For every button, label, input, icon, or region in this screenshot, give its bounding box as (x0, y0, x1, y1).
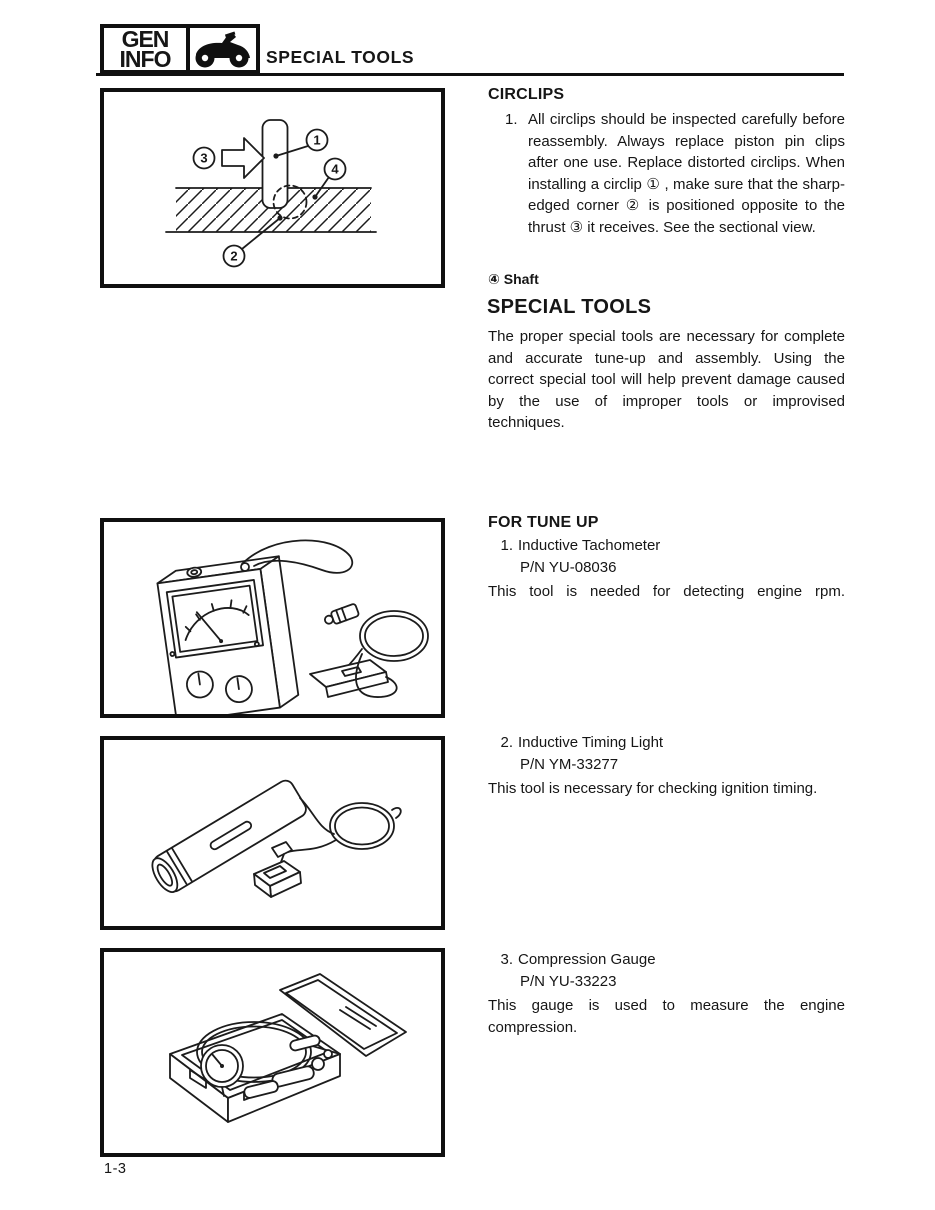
section-tab-line1: GEN (121, 26, 169, 52)
section-tab (100, 24, 260, 74)
meter-body (156, 556, 300, 714)
tool-part-number: P/N YU-33223 (520, 973, 617, 990)
cable-connector (323, 603, 359, 627)
list-item-number: 1. (505, 111, 518, 128)
page-number: 1-3 (104, 1161, 127, 1177)
circlip-diagram (104, 92, 441, 284)
tool-part-number: P/N YM-33277 (520, 756, 619, 773)
callout-4: 4 (331, 161, 339, 177)
callout-1: 1 (313, 132, 321, 148)
timing-light-cable (300, 798, 334, 834)
tool-part-number: P/N YU-08036 (520, 559, 617, 576)
callout-2: 2 (230, 248, 238, 264)
figure-circlip-sectional-view (100, 88, 445, 288)
section-tab-line2: INFO (119, 46, 171, 72)
for-tune-up-heading: FOR TUNE UP (488, 514, 599, 531)
tool-number: 1. (500, 537, 513, 554)
timing-light-illustration (104, 740, 441, 926)
cable-plug (272, 842, 292, 857)
compression-gauge-illustration (104, 952, 441, 1153)
figure-inductive-tachometer (100, 518, 445, 718)
section-tab-label (104, 28, 190, 70)
tool-name: Inductive Tachometer (518, 537, 661, 554)
cable-coil (330, 803, 394, 849)
tool-item-compression-gauge (488, 951, 845, 968)
special-tools-body-text: The proper special tools are necessary for complete and accurate tune-up and assembly. Using the correct special tool will help prevent damage caused by the use of improper tools or improvised techniques. (488, 328, 845, 431)
tool-number: 2. (500, 734, 513, 751)
circlips-heading: CIRCLIPS (488, 86, 565, 103)
tool-item-timing-light (488, 734, 845, 751)
atv-icon (190, 28, 256, 70)
thrust-arrow (222, 138, 264, 178)
tool-description: This tool is needed for detecting engine rpm. (488, 583, 845, 600)
tool-name: Inductive Timing Light (518, 734, 664, 751)
tool-description: This tool is necessary for checking ignition timing. (488, 780, 818, 797)
figure-inductive-timing-light (100, 736, 445, 930)
adapter-fitting (324, 1050, 332, 1058)
figure-caption-shaft: ④ Shaft (488, 271, 539, 287)
circlips-body-text: All circlips should be inspected carefully before reassembly. Always replace piston pin clips after one use. Replace distorted circlips. When installing a circlip ① , make sure that the sharp-edged corner ② is positioned opposite to the thrust ③ it receives. See the sectional view. (528, 111, 845, 236)
tool-item-tachometer (488, 537, 845, 554)
header-rule (96, 73, 844, 76)
page-title: SPECIAL TOOLS (266, 47, 415, 67)
tachometer-illustration (104, 522, 441, 714)
figure-compression-gauge (100, 948, 445, 1157)
special-tools-heading: SPECIAL TOOLS (487, 296, 652, 318)
tool-number: 3. (500, 951, 513, 968)
callout-3: 3 (200, 150, 208, 166)
tool-name: Compression Gauge (518, 951, 656, 968)
tool-description: This gauge is used to measure the engine compression. (488, 997, 845, 1036)
adapter-fitting (312, 1058, 324, 1070)
circlips-list-item (488, 109, 845, 238)
cable-coil (360, 611, 428, 661)
